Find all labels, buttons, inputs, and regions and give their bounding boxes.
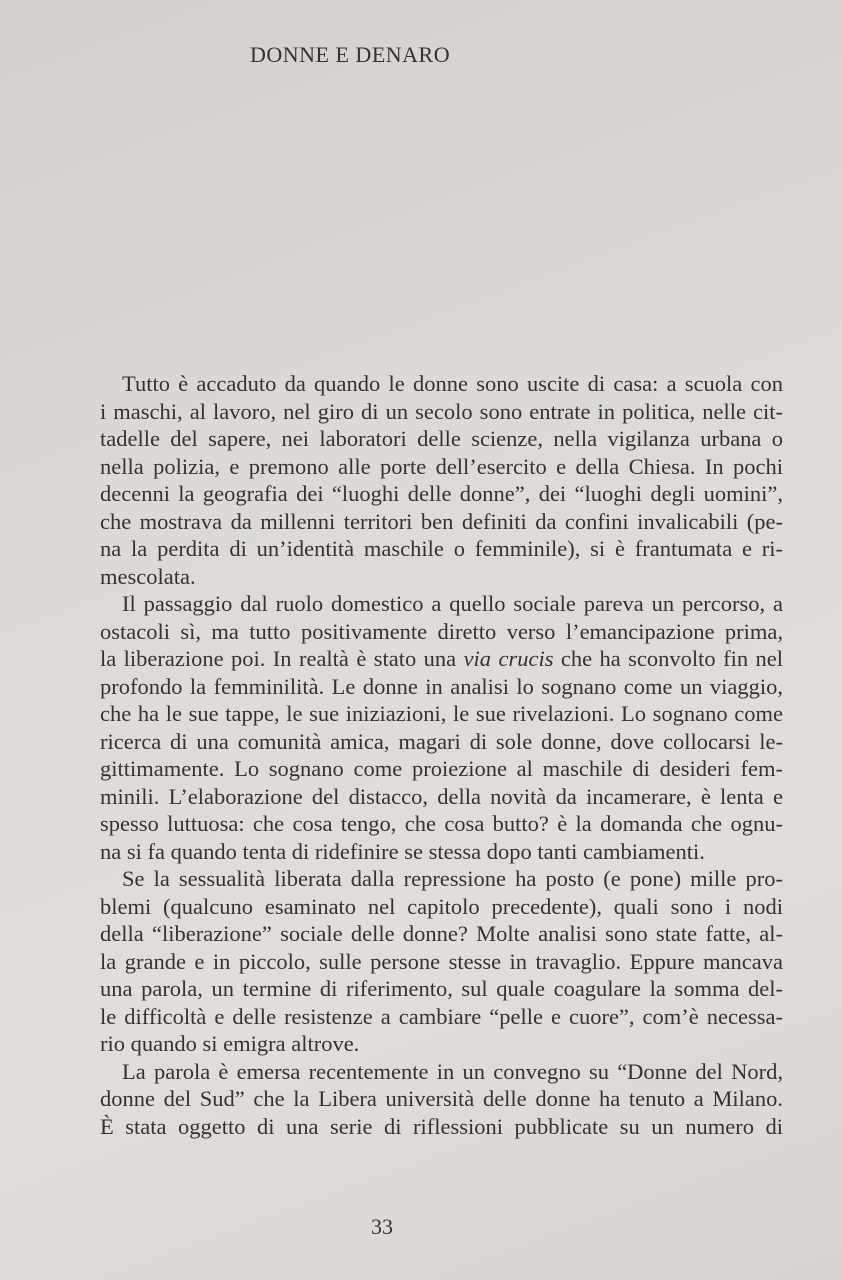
text-segment: rio quando si emigra altrove. <box>100 1031 360 1056</box>
text-segment: ostacoli sì, ma tutto positivamente diretto verso l’emancipazione prima, <box>100 618 783 644</box>
text-segment: blemi (qualcuno esaminato nel capitolo precedente), quali sono i nodi <box>100 893 783 919</box>
italic-text: via crucis <box>463 646 554 671</box>
text-line <box>100 728 783 756</box>
text-line <box>100 1085 783 1113</box>
text-line <box>100 865 783 893</box>
text-segment: della “liberazione” sociale delle donne? Molte analisi sono state fatte, al- <box>100 921 783 946</box>
text-line <box>100 480 783 508</box>
text-segment: che ha le sue tappe, le sue iniziazioni, le sue rivelazioni. Lo sognano come <box>100 701 783 726</box>
text-line <box>100 1030 783 1058</box>
text-segment: na la perdita di un’identità maschile o femminile), si è frantumata e ri- <box>100 536 783 561</box>
text-segment: i maschi, al lavoro, nel giro di un secolo sono entrate in politica, nelle cit- <box>100 398 783 424</box>
text-line <box>100 920 783 948</box>
text-segment: Il passaggio dal ruolo domestico a quello sociale pareva un percorso, a <box>122 591 783 616</box>
page-number: 33 <box>371 1214 393 1239</box>
text-line <box>100 535 783 563</box>
text-segment: donne del Sud” che la Libera università delle donne ha tenuto a Milano. <box>100 1086 783 1111</box>
text-line <box>100 783 783 811</box>
text-line <box>100 398 783 426</box>
text-segment: la grande e in piccolo, sulle persone stesse in travaglio. Eppure mancava <box>100 948 783 974</box>
text-line <box>100 948 783 976</box>
text-line <box>100 1003 783 1031</box>
text-line <box>100 838 783 866</box>
text-line <box>100 453 783 481</box>
text-segment: profondo la femminilità. Le donne in analisi lo sognano come un viaggio, <box>100 673 783 699</box>
text-line <box>100 810 783 838</box>
text-line <box>100 508 783 536</box>
running-head-title: DONNE E DENARO <box>250 42 451 67</box>
text-segment: le difficoltà e delle resistenze a cambiare “pelle e cuore”, com’è necessa- <box>100 1003 783 1029</box>
text-line <box>100 1058 783 1086</box>
text-segment: che ha sconvolto fin nel <box>553 646 783 671</box>
text-segment: La parola è emersa recentemente in un convegno su “Donne del Nord, <box>122 1058 783 1084</box>
text-line <box>100 590 783 618</box>
text-segment: la liberazione poi. In realtà è stato una <box>100 646 464 671</box>
text-line <box>100 645 783 673</box>
text-segment: Se la sessualità liberata dalla repressione ha posto (e pone) mille pro- <box>122 866 783 891</box>
text-segment: gittimamente. Lo sognano come proiezione al maschile di desideri fem- <box>100 756 783 781</box>
text-line <box>100 1113 783 1141</box>
body-text <box>100 370 783 1140</box>
text-line <box>100 975 783 1003</box>
text-segment: spesso luttuosa: che cosa tengo, che cosa butto? è la domanda che ognu- <box>100 811 783 836</box>
text-line <box>100 563 783 591</box>
text-segment: che mostrava da millenni territori ben definiti da confini invalicabili (pe- <box>100 508 783 534</box>
text-segment: È stata oggetto di una serie di riflessioni pubblicate su un numero di <box>100 1113 783 1139</box>
text-segment: una parola, un termine di riferimento, sul quale coagulare la somma del- <box>100 976 783 1001</box>
text-line <box>100 370 783 398</box>
text-segment: decenni la geografia dei “luoghi delle donne”, dei “luoghi degli uomini”, <box>100 481 783 506</box>
text-line <box>100 618 783 646</box>
text-line <box>100 673 783 701</box>
text-segment: minili. L’elaborazione del distacco, della novità da incamerare, è lenta e <box>100 783 783 809</box>
text-segment: ricerca di una comunità amica, magari di sole donne, dove collocarsi le- <box>100 728 783 754</box>
text-segment: na si fa quando tenta di ridefinire se stessa dopo tanti cambiamenti. <box>100 838 705 864</box>
text-segment: tadelle del sapere, nei laboratori delle scienze, nella vigilanza urbana o <box>100 426 783 451</box>
text-line <box>100 755 783 783</box>
text-line <box>100 700 783 728</box>
text-segment: mescolata. <box>100 563 196 589</box>
text-segment: Tutto è accaduto da quando le donne sono uscite di casa: a scuola con <box>122 371 783 396</box>
text-segment: nella polizia, e premono alle porte dell’esercito e della Chiesa. In pochi <box>100 453 783 479</box>
text-line <box>100 893 783 921</box>
text-line <box>100 425 783 453</box>
